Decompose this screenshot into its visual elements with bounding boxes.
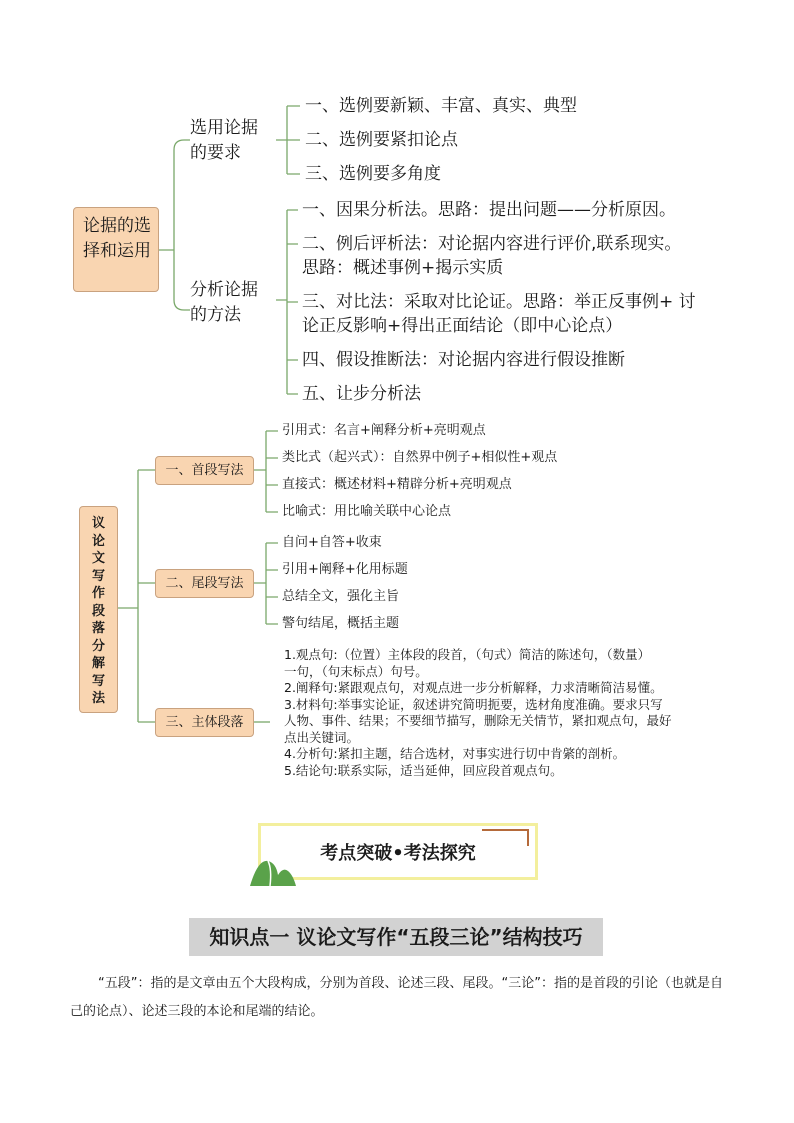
b1-item: 直接式：概述材料+精辟分析+亮明观点 <box>282 477 512 492</box>
mindmap1-root-node <box>73 207 159 292</box>
b1-item: 类比式（起兴式）：自然界中例子+相似性+观点 <box>282 450 558 465</box>
branch1-item: 二、选例要紧扣论点 <box>305 130 458 150</box>
b2-item: 警句结尾，概括主题 <box>282 616 400 631</box>
root-char: 议 <box>91 516 105 531</box>
b3-line: 5.结论句:联系实际，适当延伸，回应段首观点句。 <box>284 762 563 778</box>
branch2-item: 思路：概述事例+揭示实质 <box>302 258 504 278</box>
root-char: 作 <box>91 586 105 601</box>
b3-line: 一句，（句末标点）句号。 <box>284 663 428 679</box>
b2-item: 引用+阐释+化用标题 <box>282 562 408 577</box>
root-char: 写 <box>91 568 105 584</box>
b3-content <box>284 647 724 779</box>
root-char: 落 <box>91 621 105 636</box>
b2-item: 总结全文，强化主旨 <box>282 589 400 604</box>
mindmap1-root-label: 论据的选择和运用 <box>83 216 151 261</box>
b3-line: 3.材料句:举事实论证，叙述讲究简明扼要，选材角度准确。要求只写 <box>284 696 663 712</box>
branch2-item: 二、例后评析法：对论据内容进行评价,联系现实。 <box>302 234 682 254</box>
knowledge-point-title: 知识点一 议论文写作“五段三论”结构技巧 <box>189 918 603 956</box>
branch2-item: 四、假设推断法：对论据内容进行假设推断 <box>302 350 625 370</box>
mindmap2-root-label <box>80 515 117 708</box>
b3-line: 2.阐释句:紧跟观点句，对观点进一步分析解释，力求清晰简洁易懂。 <box>284 680 663 695</box>
branch2-label-line2: 的方法 <box>190 305 241 325</box>
b1-item: 引用式：名言+阐释分析+亮明观点 <box>282 423 486 438</box>
b2-node: 二、尾段写法 <box>155 569 254 598</box>
b3-line: 1.观点句:（位置）主体段的段首，（句式）简洁的陈述句，（数量） <box>284 647 651 662</box>
banner-corner-decoration <box>478 826 534 848</box>
branch2-label-line1: 分析论据 <box>190 280 258 300</box>
root-char: 分 <box>91 638 105 654</box>
root-char: 写 <box>91 673 105 689</box>
b3-line: 人物、事件、结果；不要细节描写，删除无关情节，紧扣观点句，最好 <box>284 713 672 728</box>
root-char: 段 <box>91 603 105 619</box>
branch2-item: 三、对比法：采取对比论证。思路：举正反事例+ 讨 <box>302 292 696 312</box>
b3-line: 点出关键词。 <box>284 729 360 745</box>
branch2-item: 一、因果分析法。思路：提出问题——分析原因。 <box>302 200 676 220</box>
root-char: 法 <box>91 691 105 706</box>
b1-item: 比喻式：用比喻关联中心论点 <box>282 504 452 519</box>
b2-item: 自问+自答+收束 <box>282 535 382 550</box>
root-char: 文 <box>91 551 105 566</box>
banner-title: 考点突破•考法探究 <box>320 843 476 864</box>
branch1-item: 一、选例要新颖、丰富、真实、典型 <box>305 96 577 116</box>
mountain-icon <box>248 855 298 887</box>
root-char: 论 <box>91 533 105 549</box>
branch1-item: 三、选例要多角度 <box>305 164 441 184</box>
b1-node: 一、首段写法 <box>155 456 254 485</box>
branch2-item: 论正反影响+得出正面结论（即中心论点） <box>302 316 623 336</box>
b3-line: 4.分析句:紧扣主题，结合选材，对事实进行切中肯綮的剖析。 <box>284 746 626 761</box>
b3-node: 三、主体段落 <box>155 708 254 737</box>
branch2-item: 五、让步分析法 <box>302 384 421 404</box>
branch1-label-line2: 的要求 <box>190 143 241 163</box>
mindmap2-root-node <box>79 506 118 713</box>
branch1-label-line1: 选用论据 <box>190 118 258 138</box>
knowledge-paragraph: “五段”：指的是文章由五个大段构成，分别为首段、论述三段、尾段。“三论”：指的是首段的引论（也就是自己的论点）、论述三段的本论和尾端的结论。 <box>70 976 723 1019</box>
root-char: 解 <box>91 656 105 671</box>
